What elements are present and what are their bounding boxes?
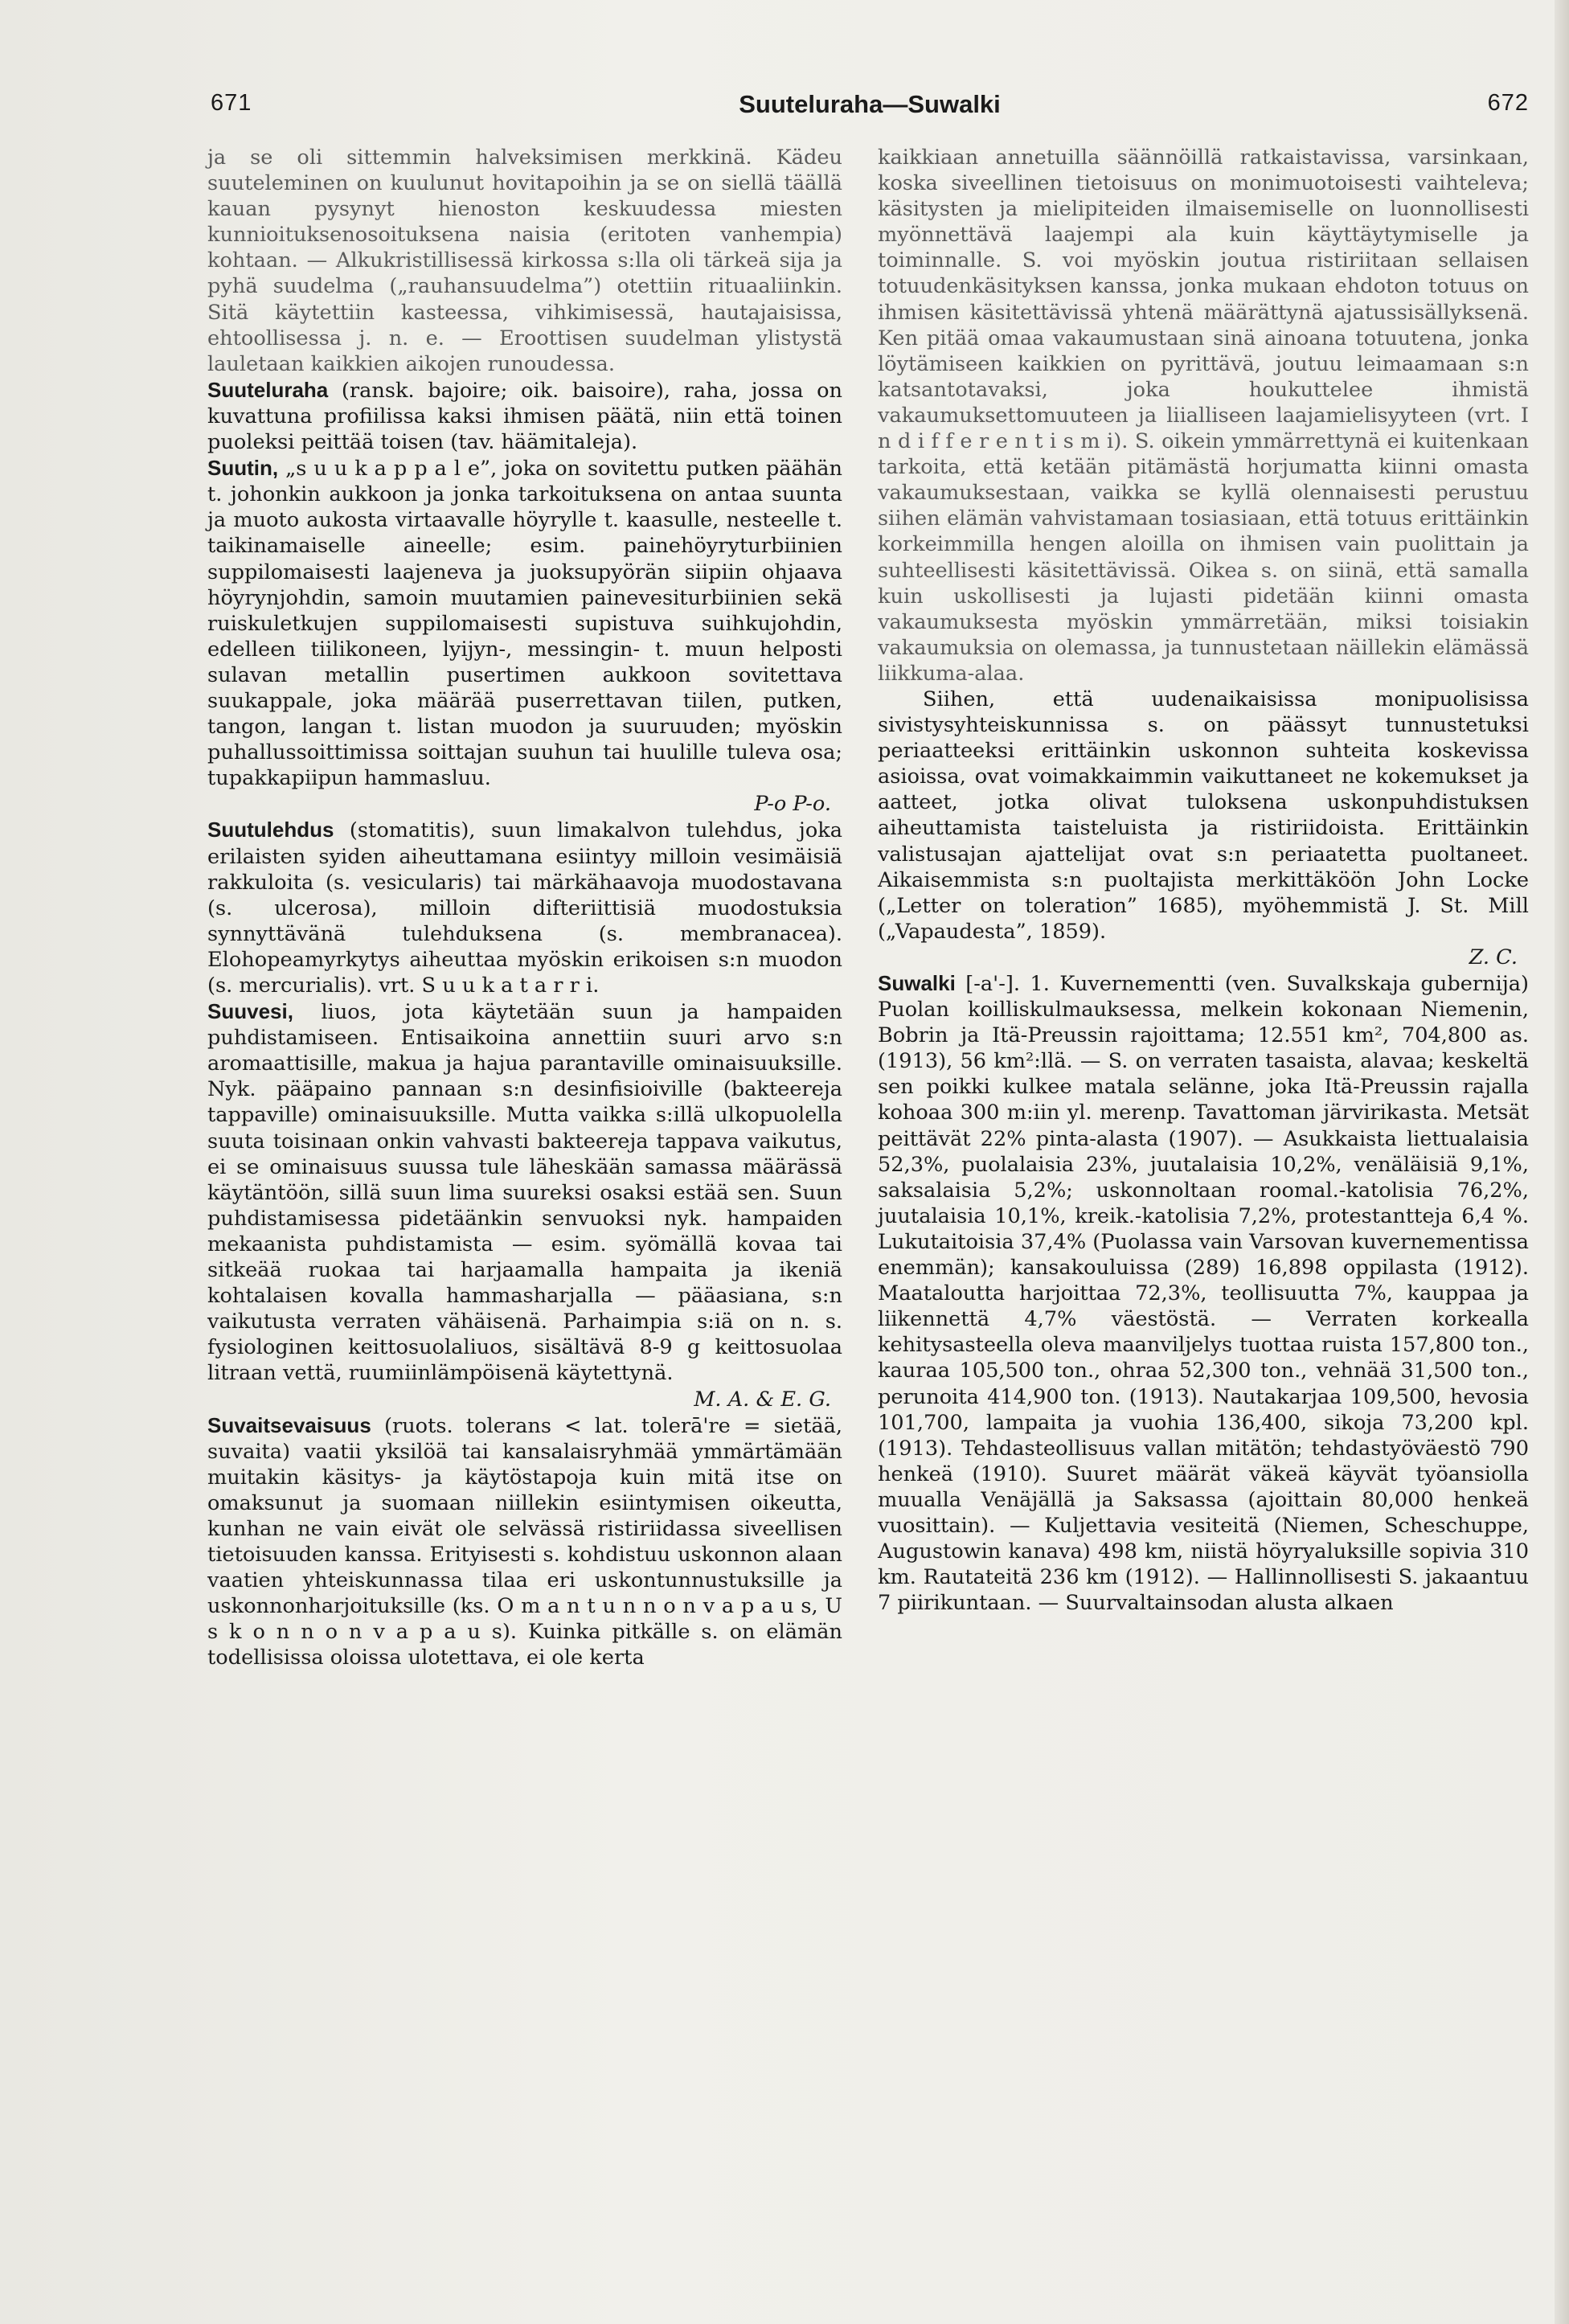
entry-text-suuvesi: liuos, jota käytetään suun ja hampaiden puhdistamiseen. Entisaikoina annettiin suuri arvo s:n aromaattisille, makua ja hajua parantaville ominaisuuksille. Nyk. pääpaino pannaan s:n desinfisioiville (bakteereja tappaville) ominaisuuksille. Mutta vaikka s:illä ulkopuolella suuta toisinaan onkin vahvasti bakteereja tappava vaikutus, ei se ominaisuus suussa tule läheskään samassa määrässä käytäntöön, sillä suun lima suureksi osaksi estää sen. Suun puhdistamisessa pidetäänkin senvuoksi nyk. hampaiden mekaanista puhdistamista — esim. syömällä kovaa tai sitkeää ruokaa tai harjaamalla hampaita ja ikeniä kohtalaisen kovalla hammasharjalla — pääasiana, s:n vaikutusta verraten vähäisenä. Parhaimpia s:iä on n. s. fysiologinen keittosuolaliuos, sisältävä 8-9 g keittosuolaa litraan vettä, ruumiinlämpöisenä käytettynä. [207, 1000, 842, 1386]
entry-suutulehdus [207, 817, 842, 998]
page-header [211, 90, 1529, 122]
entry-text-suwalki: [-a'-]. 1. Kuvernementti (ven. Suvalkskaja gubernija) Puolan koilliskulmauksessa, melkein kokonaan Niemenin, Bobrin ja Itä-Preussin rajoittama; 12.551 km², 704,800 as. (1913), 56 km²:llä. — S. on verraten tasaista, alavaa; keskeltä sen poikki kulkee matala selänne, joka Itä-Preussin rajalla kohoaa 300 m:iin yl. merenp. Tavattoman järvirikasta. Metsät peittävät 22% pinta-alasta (1907). — Asukkaista liettualaisia 52,3%, puolalaisia 23%, juutalaisia 10,2%, venäläisiä 9,1%, saksalaisia 5,2%; uskonnoltaan roomal.-katolisia 76,2%, juutalaisia 10,1%, kreik.-katolisia 7,2%, protestantteja 6,4 %. Lukutaitoisia 37,4% (Puolassa vain Varsovan kuvernementissa enemmän); kansakouluissa (289) 16,898 oppilasta (1912). Maataloutta harjoittaa 72,3%, teollisuutta 7%, kauppaa ja liikennettä 4,7% väestöstä. — Verraten korkealla kehitysasteella oleva maanviljelys tuottaa ruista 157,800 ton., kauraa 105,500 ton., ohraa 52,300 ton., vehnää 31,500 ton., perunoita 414,900 ton. (1913). Nautakarjaa 109,500, hevosia 101,700, lampaita ja vuohia 136,400, sikoja 73,200 kpl. (1913). Tehdasteollisuus vallan mitätön; tehdastyöväestö 790 henkeä (1910). Suuret määrät väkeä käyvät työansiolla muualla Venäjällä ja Saksassa (ajoittain 80,000 henkeä vuosittain). — Kuljettavia vesiteitä (Niemen, Scheschuppe, Augustowin kanava) 498 km, niistä höyryaluksille sopivia 310 km. Rautateitä 236 km (1912). — Hallinnollisesti S. jakaantuu 7 piirikuntaan. — Suurvaltainsodan alusta alkaen [878, 972, 1530, 1616]
right-column [878, 145, 1529, 1616]
left-column [207, 145, 842, 1671]
page-number-right: 672 [1487, 90, 1529, 116]
headword-suutulehdus: Suutulehdus [207, 818, 334, 842]
running-title: Suuteluraha—Suwalki [739, 90, 1001, 118]
headword-suvaitsevaisuus: Suvaitsevaisuus [207, 1412, 371, 1437]
entry-text-suutulehdus: (stomatitis), suun limakalvon tulehdus, joka erilaisten syiden aiheuttamana esiintyy milloin vesimäisiä rakkuloita (s. vesicularis) tai märkähaavoja muodostavana (s. ulcerosa), milloin difteriittisiä muodostuksia synnyttävänä tulehduksena (s. membranacea). Elohopeamyrkytys aiheuttaa myöskin erikoisen s:n muodon (s. mercurialis). vrt. S u u k a t a r r i. [207, 818, 842, 998]
headword-suutin: Suutin, [207, 456, 279, 481]
entry-suwalki [878, 970, 1529, 1616]
entry-suutin [207, 455, 842, 791]
entry-text-suutin: „s u u k a p p a l e”, joka on sovitettu putken päähän t. johonkin aukkoon ja jonka tarkoituksena on antaa suunta ja muoto aukosta virtaavalle höyrylle t. kaasulle, nesteelle t. taikinamaiselle aineelle; esim. painehöyryturbiinien suppilomaisesti laajeneva ja juoksupyörän siipiin ohjaava höyrynjohdin, samoin muutamien painevesiturbiinien sekä ruiskuletkujen suppilomaisesti supistuva suihkujohdin, edelleen tiilikoneen, lyijyn-, messingin- t. muun helposti sulavan metallin pusertimen aukkoon sovitettava suukappale, joka määrää puserrettavan tiilen, putken, tangon, langan t. listan muodon ja suuruuden; myöskin puhallussoittimissa soittajan suuhun tai huulille tuleva osa; tupakkapiipun hammasluu. [207, 457, 843, 791]
entry-suuvesi [207, 998, 842, 1386]
paragraph-suudelma-continued: ja se oli sittemmin halveksimisen merkkinä. Kädeu suuteleminen on kuulunut hovitapoihin ja se on siellä täällä kauan pysynyt hienoston keskuudessa miesten kunnioituksenosoituksena naisia (eritoten vanhempia) kohtaan. — Alkukristillisessä kirkossa s:lla oli tärkeä sija ja pyhä suudelma („rauhansuudelma”) otettiin rituaaliinkin. Sitä käytettiin kasteessa, vihkimisessä, hautajaisissa, ehtoollisessa j. n. e. — Eroottisen suudelman ylistystä lauletaan kaikkien aikojen runoudessa. [207, 146, 842, 376]
signature-suvaitsevaisuus: Z. C. [1469, 945, 1518, 969]
entry-text-suvaitsevaisuus: (ruots. tolerans < lat. tolerā're = sietää, suvaita) vaatii yksilöä tai kansalaisryhmää ymmärtämään muitakin käsitys- ja käytöstapoja kuin mitä itse on omaksunut ja suomaan niillekin esiintymisen oikeutta, kunhan ne vain eivät ole selvässä ristiriidassa siveellisen tietoisuuden kanssa. Erityisesti s. kohdistuu uskonnon alaan vaatien yhteiskunnassa tilaa eri uskontunnustuksille ja uskonnonharjoituksille (ks. O m a n t u n n o n v a p a u s, U s k o n n o n v a p a u s). Kuinka pitkälle s. on elämän todellisissa oloissa ulotettava, ei ole kerta [207, 1413, 842, 1670]
headword-suuvesi: Suuvesi, [207, 999, 293, 1024]
entry-suuteluraha [207, 377, 842, 455]
signature-suutin: P-o P-o. [754, 792, 831, 817]
entry-text-suuteluraha: (ransk. bajoire; oik. baisoire), raha, jossa on kuvattuna profiilissa kaksi ihmisen päätä, niin että toinen puoleksi peittää toisen (tav. häämitaleja). [207, 378, 842, 455]
entry-suvaitsevaisuus [207, 1412, 842, 1671]
page-edge-shadow [1555, 0, 1569, 2324]
paragraph-suvaitsevaisuus-history: Siihen, että uudenaikaisissa monipuolisissa sivistysyhteiskunnissa s. on päässyt tunnustetuksi periaatteeksi erittäinkin uskonnon suhteita koskevissa asioissa, ovat voimakkaimmin vaikuttaneet ne kokemukset ja aatteet, jotka olivat tuloksena uskonpuhdistuksen aiheuttamista taisteluista ja ristiriidoista. Erittäinkin valistusajan ajattelijat ovat s:n periaatetta puoltaneet. Aikaisemmista s:n puoltajista merkittäköön John Locke („Letter on toleration” 1685), myöhemmistä J. St. Mill („Vapaudesta”, 1859). [878, 687, 1529, 944]
signature-suuvesi: M. A. & E. G. [694, 1387, 831, 1412]
page-number-left: 671 [211, 90, 252, 116]
headword-suwalki: Suwalki [878, 971, 956, 995]
headword-suuteluraha: Suuteluraha [207, 377, 329, 402]
paragraph-suvaitsevaisuus-continued: kaikkiaan annetuilla säännöillä ratkaistavissa, varsinkaan, koska siveellinen tietoisuus on monimuotoisesti vaihteleva; käsitysten ja mielipiteiden ilmaisemiselle on luonnollisesti myönnettävä laajempi ala kuin käyttäytymiselle ja toiminnalle. S. voi myöskin joutua ristiriitaan sellaisen totuudenkäsityksen kanssa, jonka mukaan ehdoton totuus on ihmisen käsitettävissä yhtenä määrättynä ajatussisällyksenä. Ken pitää omaa vakaumustaan sinä ainoana totuutena, jonka löytämiseen kaikkien on pyrittävä, joutuu leimaamaan s:n katsantotavaksi, joka houkuttelee ihmistä vakaumuksettomuuteen ja liialliseen laajamielisyyteen (vrt. I n d i f f e r e n t i s m i). S. oikein ymmärrettynä ei kuitenkaan tarkoita, että ketään pitämästä horjumatta kiinni omasta vakaumuksestaan, vaikka se kyllä olennaisesti perustuu siihen elämän vahvistamaan tosiasiaan, että totuus erittäinkin korkeimmilla hengen aloilla on ihmisen vain puolittain ja suhteellisesti käsitettävissä. Oikea s. on siinä, että samalla kuin uskollisesti ja lujasti pidetään kiinni omasta vakaumuksesta myöskin ymmärretään, miksi toisiakin vakaumuksia on olemassa, ja tunnustetaan näillekin elämässä liikkuma-alaa. [878, 146, 1529, 686]
